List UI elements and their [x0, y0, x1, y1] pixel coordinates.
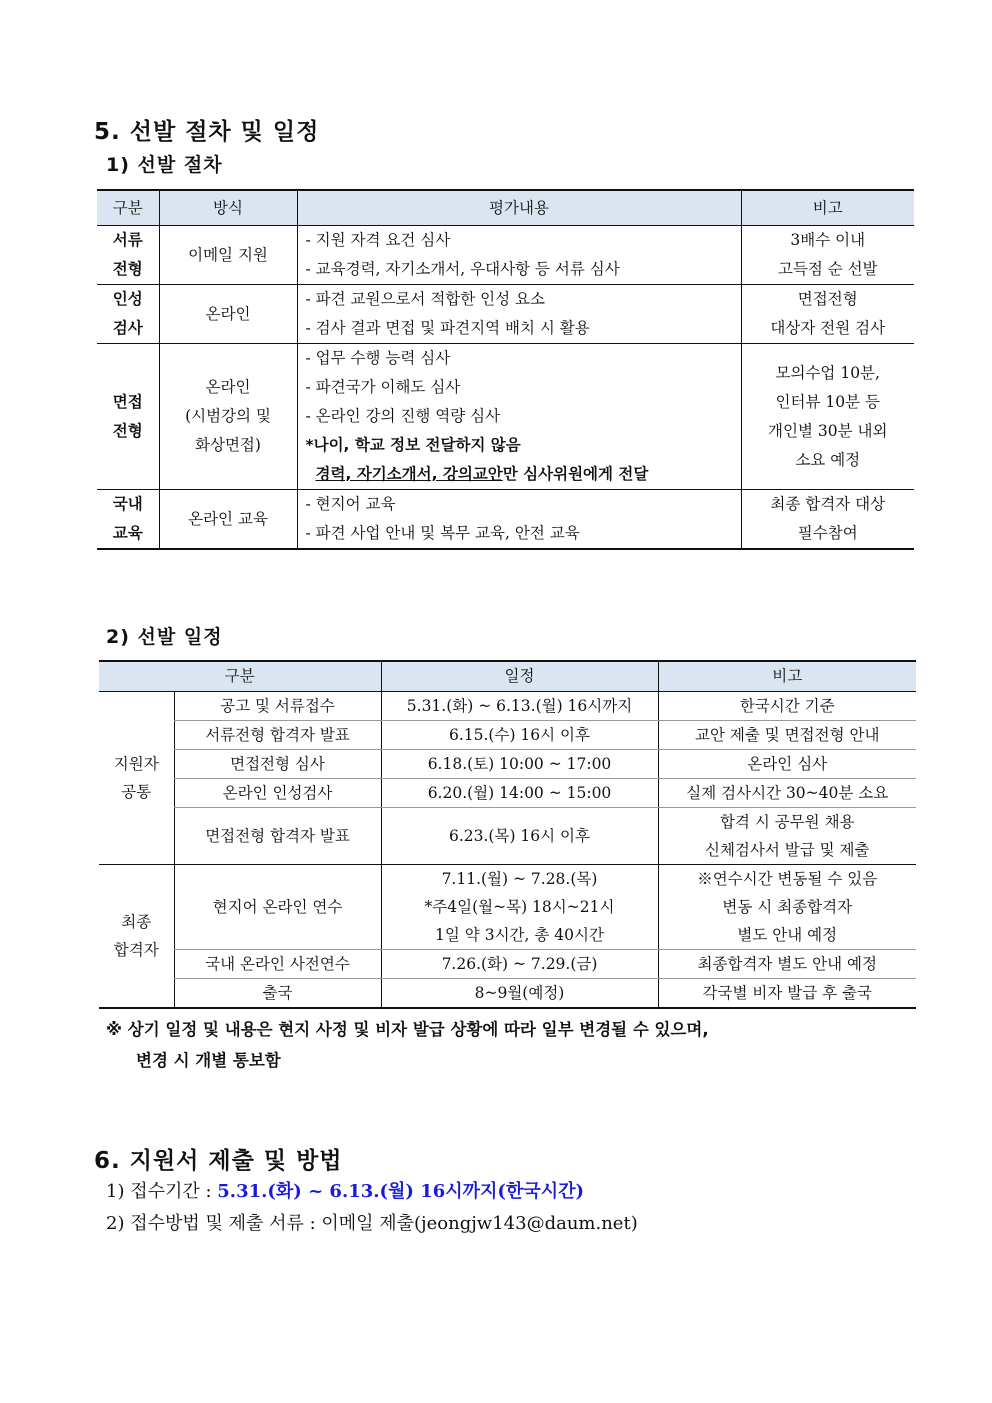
application-method: 2) 접수방법 및 제출 서류 : 이메일 제출(jeongjw143@daum.net)	[106, 1213, 638, 1234]
schedule-item: 현지어 온라인 연수	[174, 865, 381, 950]
schedule-note: 합격 시 공무원 채용 신체검사서 발급 및 제출	[658, 808, 916, 865]
header-remarks: 비고	[741, 190, 914, 226]
row-remarks: 면접전형 대상자 전원 검사	[741, 285, 914, 344]
row-method: 온라인 (시범강의 및 화상면접)	[159, 344, 297, 490]
row-evaluation: - 현지어 교육 - 파견 사업 안내 및 복무 교육, 안전 교육	[297, 490, 741, 550]
table-row	[97, 285, 914, 344]
table-row	[99, 808, 916, 865]
schedule-date: 6.23.(목) 16시 이후	[381, 808, 658, 865]
row-evaluation: - 지원 자격 요건 심사 - 교육경력, 자기소개서, 우대사항 등 서류 심사	[297, 226, 741, 285]
schedule-date: 6.15.(수) 16시 이후	[381, 721, 658, 750]
row-evaluation: - 파견 교원으로서 적합한 인성 요소 - 검사 결과 면접 및 파견지역 배치 시 활용	[297, 285, 741, 344]
schedule-date: 6.20.(월) 14:00 ~ 15:00	[381, 779, 658, 808]
table-row	[97, 490, 914, 550]
group-final-passers: 최종 합격자	[99, 865, 174, 1009]
table-row	[99, 865, 916, 950]
schedule-note: 실제 검사시간 30~40분 소요	[658, 779, 916, 808]
header-remarks: 비고	[658, 661, 916, 692]
table-header-row	[97, 190, 914, 226]
application-period-value: 5.31.(화) ~ 6.13.(월) 16시까지(한국시간)	[217, 1181, 585, 1202]
row-category: 서류 전형	[97, 226, 159, 285]
row-method: 이메일 지원	[159, 226, 297, 285]
underlined-documents: 경력, 자기소개서, 강의교안	[315, 465, 503, 483]
schedule-note: 온라인 심사	[658, 750, 916, 779]
table-header-row	[99, 661, 916, 692]
row-category: 면접 전형	[97, 344, 159, 490]
row-remarks: 모의수업 10분, 인터뷰 10분 등 개인별 30분 내외 소요 예정	[741, 344, 914, 490]
table-row	[99, 979, 916, 1009]
table-row	[97, 344, 914, 490]
schedule-date: 6.18.(토) 10:00 ~ 17:00	[381, 750, 658, 779]
schedule-note: 최종합격자 별도 안내 예정	[658, 950, 916, 979]
table-row	[97, 226, 914, 285]
schedule-item: 출국	[174, 979, 381, 1009]
table-row	[99, 692, 916, 721]
schedule-item: 공고 및 서류접수	[174, 692, 381, 721]
header-category: 구분	[99, 661, 381, 692]
schedule-item: 온라인 인성검사	[174, 779, 381, 808]
table-row	[99, 721, 916, 750]
row-evaluation: - 업무 수행 능력 심사 - 파견국가 이해도 심사 - 온라인 강의 진행 역량 심사 *나이, 학교 정보 전달하지 않음 경력, 자기소개서, 강의교안만 심사위원에게 전달	[297, 344, 741, 490]
schedule-note: ※연수시간 변동될 수 있음 변동 시 최종합격자 별도 안내 예정	[658, 865, 916, 950]
schedule-date: 7.26.(화) ~ 7.29.(금)	[381, 950, 658, 979]
schedule-item: 면접전형 심사	[174, 750, 381, 779]
schedule-note: 교안 제출 및 면접전형 안내	[658, 721, 916, 750]
schedule-note: 각국별 비자 발급 후 출국	[658, 979, 916, 1009]
schedule-note: 한국시간 기준	[658, 692, 916, 721]
selection-schedule-table	[99, 660, 916, 1009]
subsection-selection-schedule: 2) 선발 일정	[106, 626, 223, 648]
row-method: 온라인	[159, 285, 297, 344]
schedule-date: 7.11.(월) ~ 7.28.(목) *주4일(월~목) 18시~21시 1일 약 3시간, 총 40시간	[381, 865, 658, 950]
schedule-item: 서류전형 합격자 발표	[174, 721, 381, 750]
row-category: 국내 교육	[97, 490, 159, 550]
privacy-notice: *나이, 학교 정보 전달하지 않음	[305, 436, 521, 454]
row-remarks: 3배수 이내 고득점 순 선발	[741, 226, 914, 285]
section5-title: 5. 선발 절차 및 일정	[94, 119, 320, 145]
header-schedule: 일정	[381, 661, 658, 692]
table-row	[99, 750, 916, 779]
header-category: 구분	[97, 190, 159, 226]
table-row	[99, 950, 916, 979]
row-remarks: 최종 합격자 대상 필수참여	[741, 490, 914, 550]
schedule-date: 8~9월(예정)	[381, 979, 658, 1009]
schedule-item: 국내 온라인 사전연수	[174, 950, 381, 979]
header-method: 방식	[159, 190, 297, 226]
group-all-applicants: 지원자 공통	[99, 692, 174, 865]
schedule-change-notice: ※ 상기 일정 및 내용은 현지 사정 및 비자 발급 상황에 따라 일부 변경될 수 있으며, 변경 시 개별 통보함	[106, 1020, 709, 1070]
section6-title: 6. 지원서 제출 및 방법	[94, 1148, 343, 1174]
schedule-date: 5.31.(화) ~ 6.13.(월) 16시까지	[381, 692, 658, 721]
application-period: 1) 접수기간 : 5.31.(화) ~ 6.13.(월) 16시까지(한국시간)	[106, 1181, 585, 1202]
header-evaluation: 평가내용	[297, 190, 741, 226]
selection-procedure-table	[97, 189, 914, 550]
row-category: 인성 검사	[97, 285, 159, 344]
table-row	[99, 779, 916, 808]
row-method: 온라인 교육	[159, 490, 297, 550]
schedule-item: 면접전형 합격자 발표	[174, 808, 381, 865]
subsection-selection-procedure: 1) 선발 절차	[106, 154, 223, 176]
